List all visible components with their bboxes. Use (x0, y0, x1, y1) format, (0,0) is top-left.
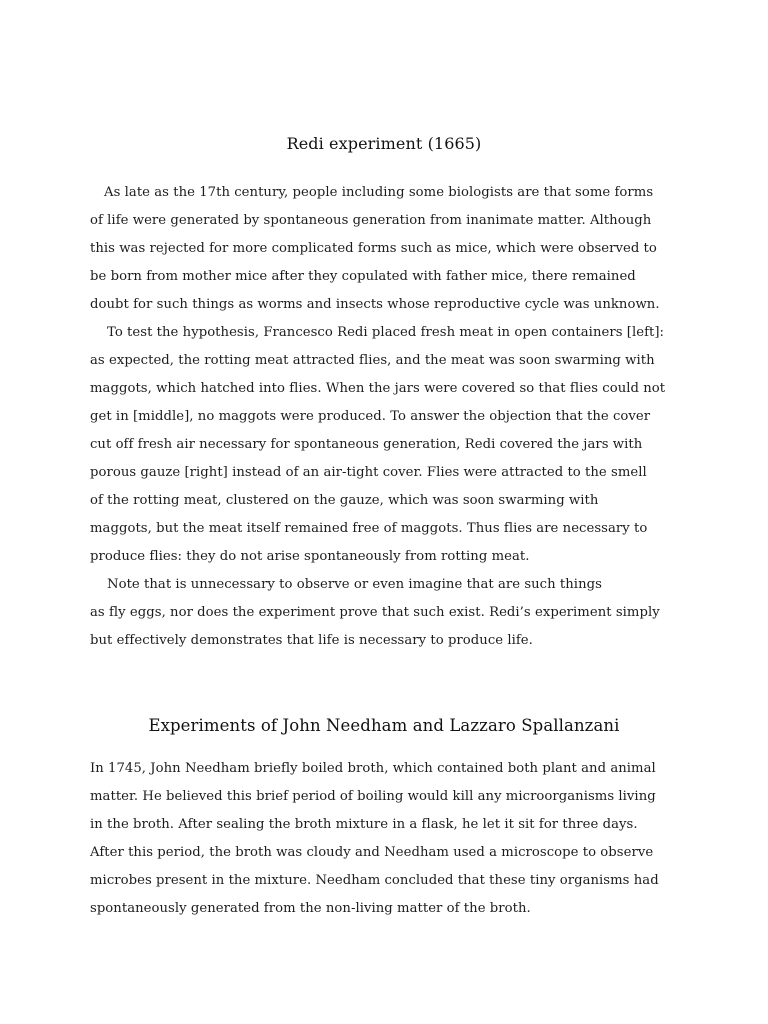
paragraph-line: get in [middle], no maggots were produced. To answer the objection that the cover (90, 409, 651, 424)
section-title-redi: Redi experiment (1665) (286, 134, 482, 153)
paragraph-line: maggots, but the meat itself remained free of maggots. Thus flies are necessary to (90, 521, 648, 536)
paragraph-line: produce flies: they do not arise spontaneously from rotting meat. (90, 549, 530, 564)
paragraph-line: this was rejected for more complicated forms such as mice, which were observed to (90, 241, 657, 256)
section-title-needham-spallanzani: Experiments of John Needham and Lazzaro Spallanzani (148, 716, 620, 735)
paragraph-line: as expected, the rotting meat attracted flies, and the meat was soon swarming with (90, 353, 655, 368)
paragraph-line: be born from mother mice after they copulated with father mice, there remained (90, 269, 636, 284)
paragraph-line: In 1745, John Needham briefly boiled broth, which contained both plant and animal (90, 761, 656, 776)
paragraph-line: maggots, which hatched into flies. When the jars were covered so that flies could not (90, 381, 666, 396)
paragraph-line: matter. He believed this brief period of boiling would kill any microorganisms living (90, 789, 656, 804)
paragraph-line: spontaneously generated from the non-living matter of the broth. (90, 901, 531, 916)
paragraph-line: cut off fresh air necessary for spontaneous generation, Redi covered the jars with (90, 437, 643, 452)
paragraph-line: To test the hypothesis, Francesco Redi placed fresh meat in open containers [left]: (107, 325, 665, 340)
paragraph-line: of life were generated by spontaneous generation from inanimate matter. Although (90, 213, 652, 228)
paragraph-line: as fly eggs, nor does the experiment prove that such exist. Redi’s experiment simply (90, 605, 660, 620)
paragraph-line: of the rotting meat, clustered on the gauze, which was soon swarming with (90, 493, 599, 508)
paragraph-line: After this period, the broth was cloudy and Needham used a microscope to observe (90, 845, 654, 860)
paragraph-line: microbes present in the mixture. Needham concluded that these tiny organisms had (90, 873, 659, 888)
paragraph-line: Note that is unnecessary to observe or even imagine that are such things (107, 577, 602, 592)
paragraph-line: doubt for such things as worms and insects whose reproductive cycle was unknown. (90, 297, 660, 312)
paragraph-line: As late as the 17th century, people including some biologists are that some forms (104, 185, 654, 200)
paragraph-line: but effectively demonstrates that life is necessary to produce life. (90, 633, 533, 648)
paragraph-line: porous gauze [right] instead of an air-tight cover. Flies were attracted to the smell (90, 465, 647, 480)
paragraph-line: in the broth. After sealing the broth mixture in a flask, he let it sit for three days. (90, 817, 638, 832)
